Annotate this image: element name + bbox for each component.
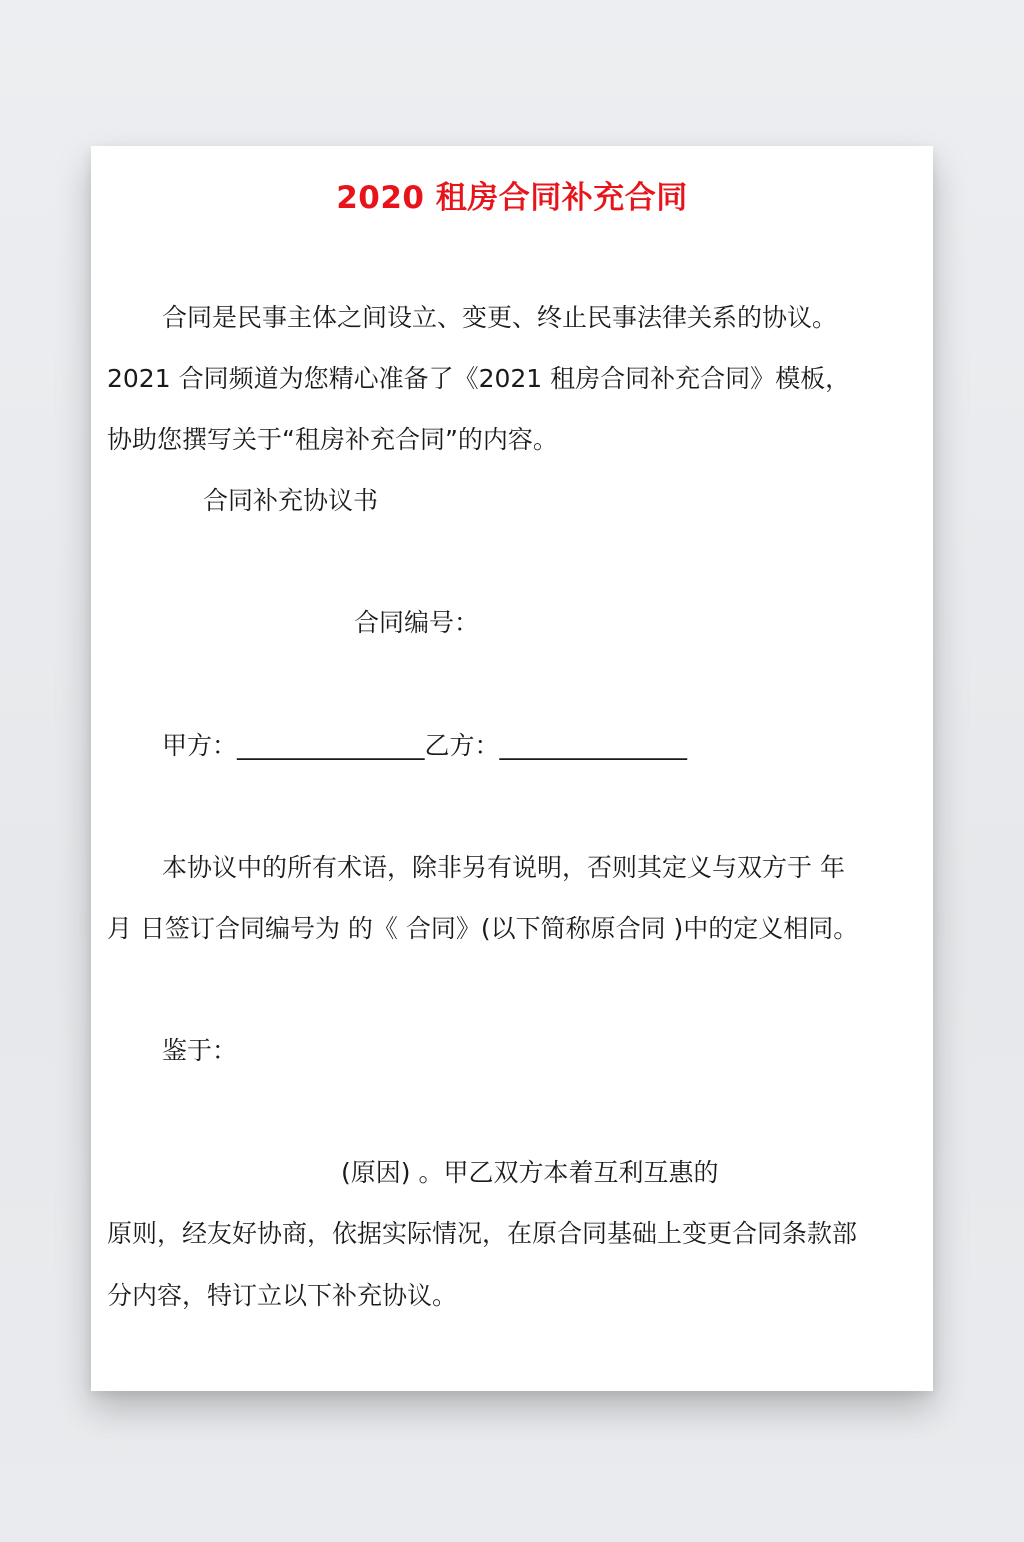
document-title: 2020 租房合同补充合同	[336, 180, 688, 216]
intro-line-1: 合同是民事主体之间设立、变更、终止民事法律关系的协议。	[162, 303, 838, 332]
parties-line: 甲方：_______________乙方：_______________	[162, 731, 688, 760]
intro-line-3: 协助您撰写关于“租房补充合同”的内容。	[107, 425, 558, 454]
intro-line-2: 2021 合同频道为您精心准备了《2021 租房合同补充合同》模板，	[107, 364, 851, 393]
terms-line-2: 月 日签订合同编号为 的《 合同》(以下简称原合同 )中的定义相同。	[107, 914, 859, 943]
whereas-label: 鉴于：	[162, 1036, 238, 1065]
document-page	[91, 146, 933, 1391]
terms-line-1: 本协议中的所有术语，除非另有说明，否则其定义与双方于 年	[162, 853, 845, 882]
agreement-title: 合同补充协议书	[203, 486, 379, 515]
reason-line-2: 原则，经友好协商，依据实际情况，在原合同基础上变更合同条款部	[107, 1219, 858, 1248]
reason-line-3: 分内容，特订立以下补充协议。	[107, 1281, 458, 1310]
contract-number-label: 合同编号：	[354, 608, 480, 637]
reason-line-1: (原因) 。甲乙双方本着互利互惠的	[341, 1158, 719, 1187]
